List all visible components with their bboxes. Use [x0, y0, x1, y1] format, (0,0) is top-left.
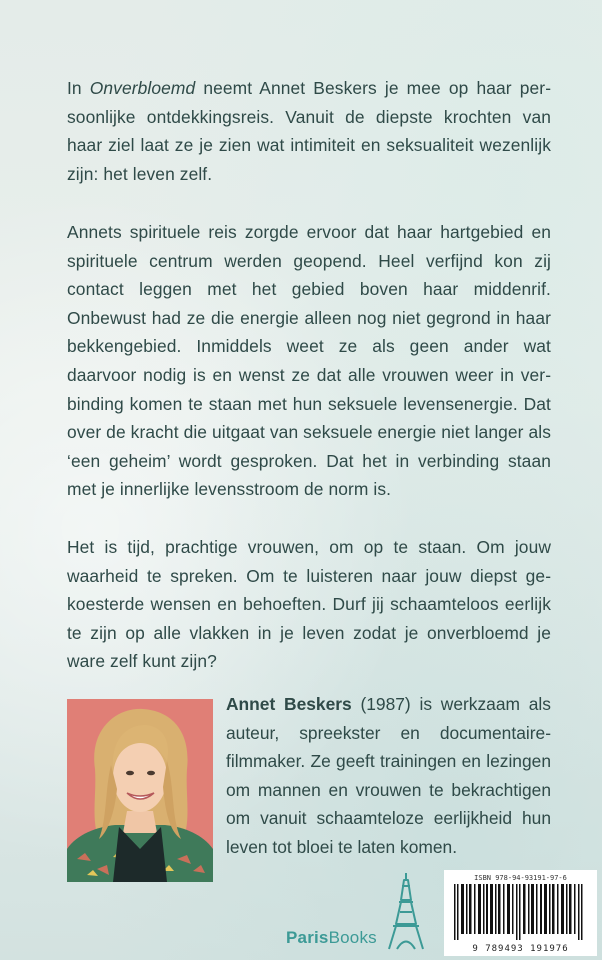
isbn-barcode: [444, 870, 597, 956]
intro-paragraph: [67, 74, 551, 188]
intro-text-start: In: [67, 78, 90, 98]
publisher-name-books: Books: [328, 928, 377, 947]
author-name: Annet Beskers: [226, 694, 352, 714]
author-bio-text: (1987) is werkzaam als auteur, spreekster en documentairefilmmaker. Ze geeft trainingen en lezingen om mannen en vrouwen te bekrachtigen om vanuit schaamteloze eerlijkheid hun leven tot bloei te laten komen.: [226, 694, 551, 857]
call-to-action-paragraph: Het is tijd, prachtige vrouwen, om op te staan. Om jouw waarheid te spreken. Om te luisteren naar jouw diepst gekoesterde wensen en behoeften. Durf jij schaamteloos eerlijk te zijn op alle vlakken in je leven zodat je onverbloemd je ware zelf kunt zijn?: [67, 537, 551, 672]
publisher-logo: [286, 928, 377, 948]
author-photo: [67, 699, 213, 882]
journey-paragraph: Annets spirituele reis zorgde ervoor dat haar hartgebied en spirituele centrum werden geopend. Heel verfijnd kon zij contact leggen met het gebied boven haar middenrif. Onbewust had ze die energie alleen nog niet gegrond in haar bekkengebied. Inmiddels weet ze als geen ander wat daarvoor nodig is en wenst ze dat alle vrouwen weer in verbinding komen te staan met hun seksuele levensenergie. Dat over de kracht die uitgaat van seksuele energie niet langer als ‘een geheim’ wordt gesproken. Dat het in verbinding staan met je innerlijke levensstroom de norm is.: [67, 222, 551, 500]
intro-text-rest: neemt Annet Beskers je mee op haar persoonlijke ontdekkingsreis. Vanuit de diepste krochten van haar ziel laat ze je zien wat intimiteit en seksualiteit wezenlijk zijn: het leven zelf.: [67, 78, 551, 184]
publisher-name-paris: Paris: [286, 928, 329, 947]
author-bio: [226, 690, 551, 862]
eiffel-tower-icon: [386, 872, 426, 950]
isbn-label: ISBN 978-94-93191-97-6: [474, 874, 567, 882]
isbn-number: 9 789493 191976: [472, 944, 569, 954]
book-title: Onverbloemd: [89, 78, 196, 98]
barcode-bars: [454, 884, 587, 940]
